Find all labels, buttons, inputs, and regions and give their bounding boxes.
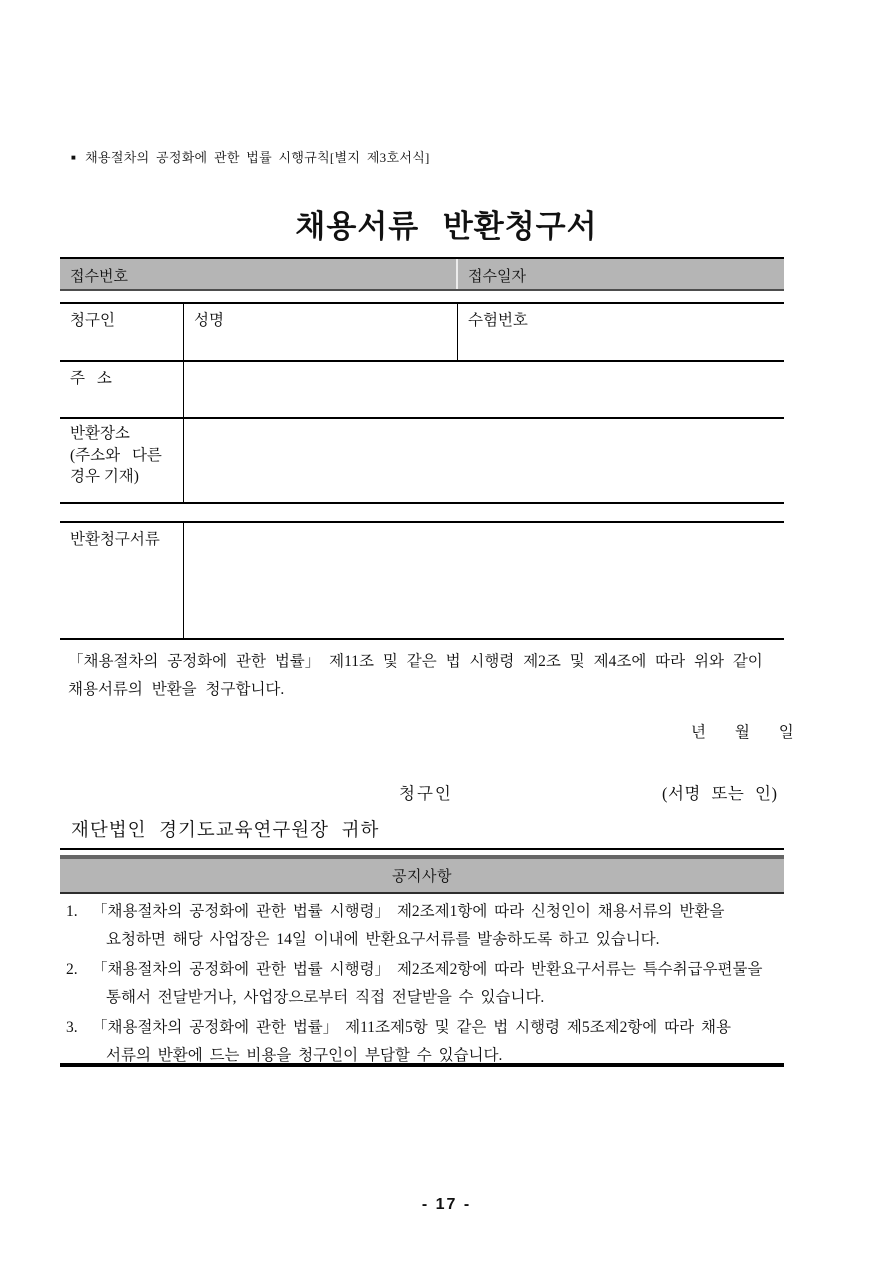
notice-header-label: 공지사항 [392, 869, 452, 885]
receipt-number-label: 접수번호 [70, 269, 128, 285]
regulation-note-text: 채용절차의 공정화에 관한 법률 시행규칙[별지 제3호서식] [85, 150, 430, 165]
bottom-divider [60, 1063, 784, 1067]
table-row [60, 360, 784, 417]
documents-label: 반환청구서류 [70, 531, 160, 548]
list-item-line2: 서류의 반환에 드는 비용을 청구인이 부담할 수 있습니다. [106, 1047, 503, 1064]
date-line: 년 월 일 [691, 724, 795, 741]
notice-header-bar [60, 855, 784, 894]
documents-field-cell [184, 523, 784, 638]
receipt-number-cell [60, 259, 458, 289]
receipt-date-cell [458, 259, 784, 289]
list-item-line1: 「채용절차의 공정화에 관한 법률 시행령」 제2조제1항에 따라 신청인이 채용서류의 반환을 [92, 903, 725, 920]
list-item [66, 898, 790, 954]
list-item [66, 1014, 790, 1070]
receipt-date-label: 접수일자 [468, 269, 526, 285]
receipt-header-table [60, 257, 784, 291]
return-place-label-line2: (주소와 다른 [70, 446, 162, 464]
addressee-line: 재단법인 경기도교육연구원장 귀하 [71, 821, 380, 841]
list-item-line2: 요청하면 해당 사업장은 14일 이내에 반환요구서류를 발송하도록 하고 있습니다. [106, 931, 660, 948]
name-label: 성명 [194, 312, 224, 329]
list-item-body [92, 956, 790, 1012]
return-place-field-cell [184, 419, 784, 502]
list-item-number: 1. [66, 903, 78, 920]
request-statement-line1: 「채용절차의 공정화에 관한 법률」 제11조 및 같은 법 시행령 제2조 및 제4조에 따라 위와 같이 [68, 653, 763, 670]
exam-number-field-cell [458, 304, 784, 360]
request-statement-line2: 채용서류의 반환을 청구합니다. [68, 681, 285, 698]
return-place-label-line1: 반환장소 [70, 425, 130, 442]
return-place-label-line3: 경우 기재) [70, 468, 139, 485]
signature-claimant-label: 청구인 [399, 784, 453, 803]
list-item-line1: 「채용절차의 공정화에 관한 법률」 제11조제5항 및 같은 법 시행령 제5조제2항에 따라 채용 [92, 1019, 731, 1036]
list-item-number: 2. [66, 961, 78, 978]
name-field-cell [184, 304, 458, 360]
page-number: - 17 - [421, 1196, 472, 1213]
notice-list [66, 898, 790, 1072]
list-item [66, 956, 790, 1012]
documents-label-cell [60, 523, 184, 638]
list-item-number: 3. [66, 1019, 78, 1036]
list-item-body [92, 1014, 790, 1070]
list-item-line1: 「채용절차의 공정화에 관한 법률 시행령」 제2조제2항에 따라 반환요구서류는 특수취급우편물을 [92, 961, 763, 978]
claimant-label: 청구인 [70, 312, 115, 329]
addressee-divider [60, 848, 784, 850]
list-item-line2: 통해서 전달받거나, 사업장으로부터 직접 전달받을 수 있습니다. [106, 989, 545, 1006]
square-bullet-icon: ■ [71, 153, 77, 162]
address-label-cell [60, 362, 184, 417]
table-row [60, 417, 784, 504]
signature-seal-note: (서명 또는 인) [662, 784, 778, 803]
request-statement [68, 648, 786, 704]
list-item-body [92, 898, 790, 954]
return-place-label-cell [60, 419, 184, 502]
address-label: 주 소 [70, 370, 112, 387]
address-field-cell [184, 362, 784, 417]
table-row [60, 302, 784, 360]
claimant-label-cell [60, 304, 184, 360]
exam-number-label: 수험번호 [468, 312, 528, 329]
regulation-note [71, 147, 430, 166]
page-title: 채용서류 반환청구서 [295, 209, 598, 244]
claimant-form-table [60, 302, 784, 504]
documents-table [60, 521, 784, 640]
